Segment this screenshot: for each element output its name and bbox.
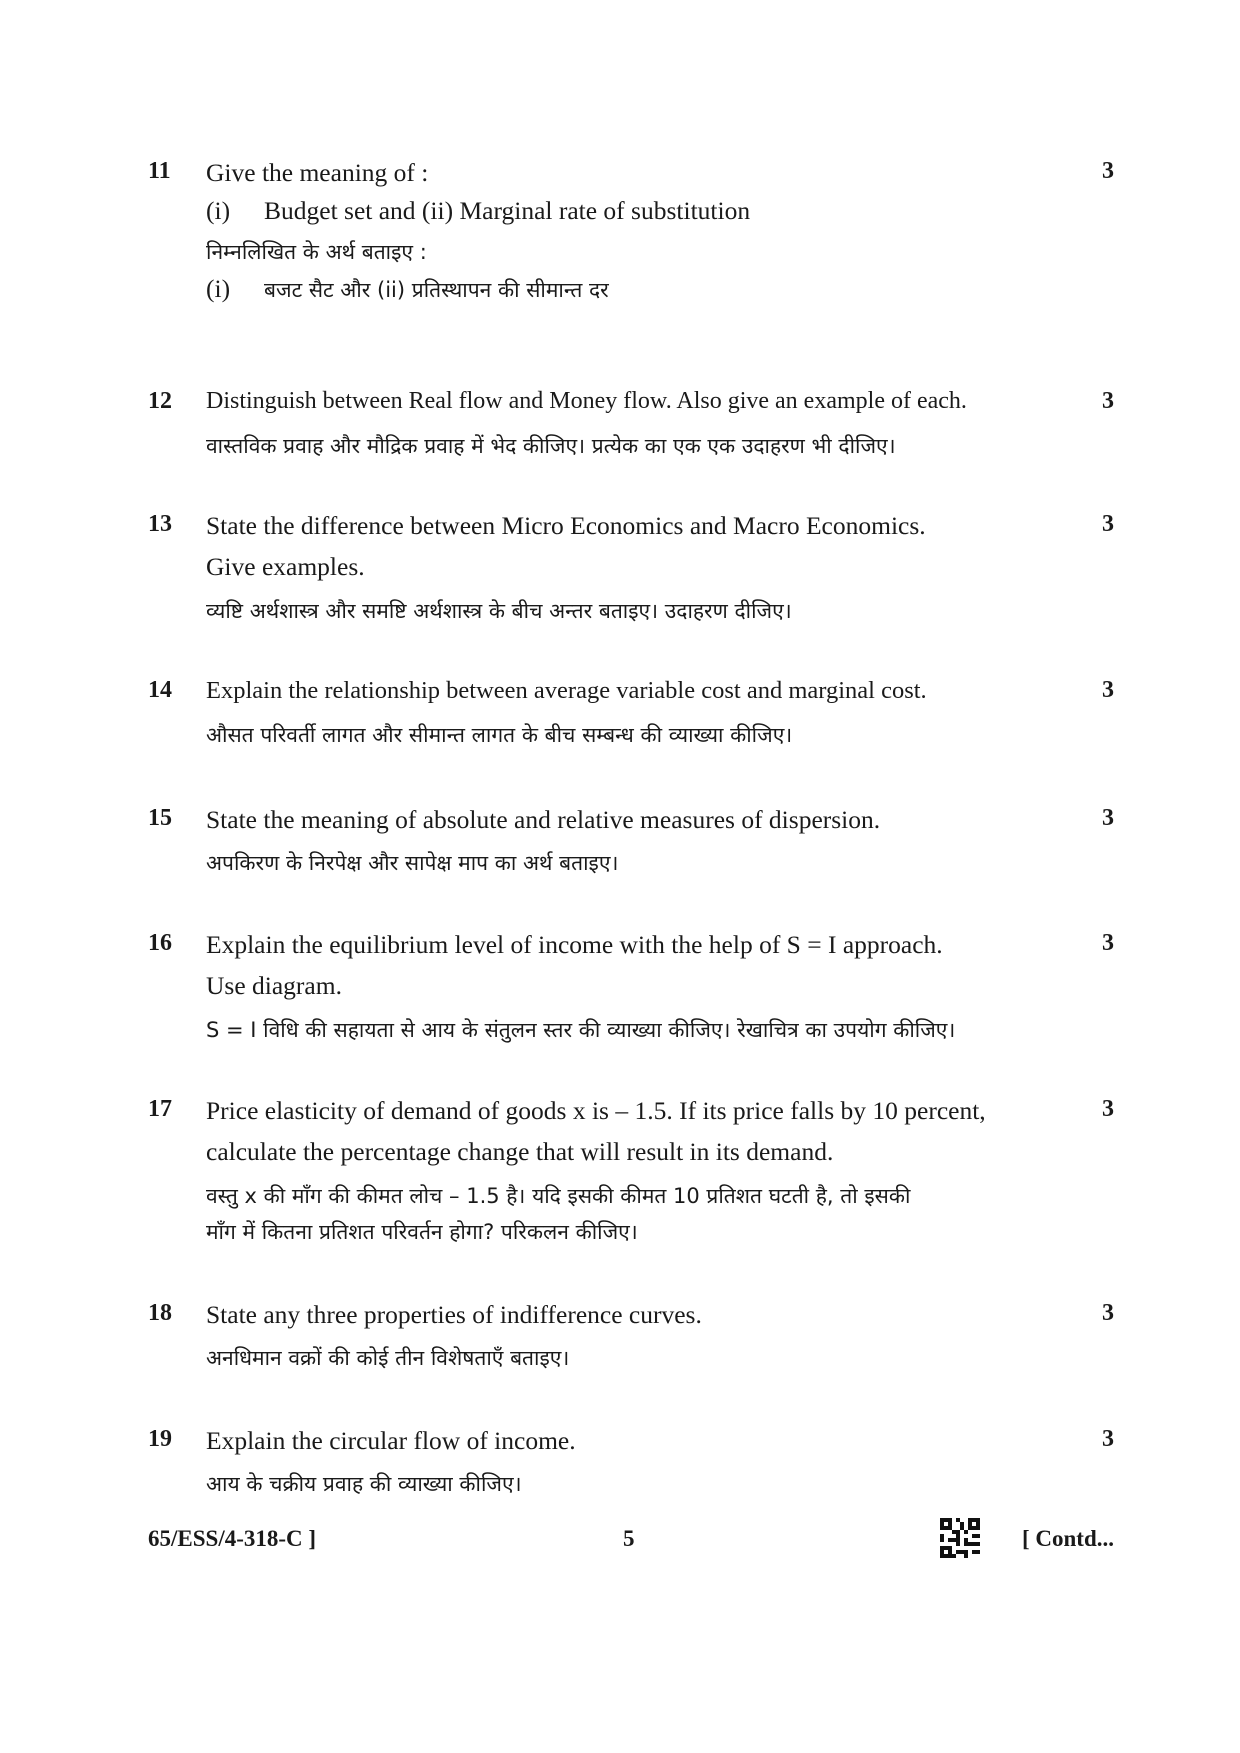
question-text-en: State the difference between Micro Economics and Macro Economics. [206, 511, 926, 540]
question-text-en: State any three properties of indifference curves. [206, 1300, 702, 1329]
subpart-text: Budget set and (ii) Marginal rate of substitution [264, 196, 751, 225]
question-marks: 3 [1102, 158, 1114, 184]
question-marks: 3 [1102, 805, 1114, 831]
question-marks: 3 [1102, 677, 1114, 703]
question-text-hi: औसत परिवर्ती लागत और सीमान्त लागत के बीच सम्बन्ध की व्याख्या कीजिए। [206, 723, 793, 747]
question-text-en: calculate the percentage change that will result in its demand. [206, 1137, 834, 1166]
question-marks: 3 [1102, 511, 1114, 537]
question-number: 15 [148, 805, 172, 831]
question-text-hi: वस्तु x की माँग की कीमत लोच – 1.5 है। यदि इसकी कीमत 10 प्रतिशत घटती है, तो इसकी [206, 1184, 911, 1208]
question-number: 14 [148, 677, 172, 703]
question-number: 18 [148, 1300, 172, 1326]
question-text-hi: अनधिमान वक्रों की कोई तीन विशेषताएँ बताइए। [206, 1346, 570, 1370]
question-text-en: Use diagram. [206, 971, 342, 1000]
subpart-tag: (i) [206, 196, 231, 225]
question-subpart-en [206, 196, 750, 226]
question-marks: 3 [1102, 1096, 1114, 1122]
question-text-hi: आय के चक्रीय प्रवाह की व्याख्या कीजिए। [206, 1472, 522, 1496]
question-text-en: Price elasticity of demand of goods x is – 1.5. If its price falls by 10 percent, [206, 1096, 986, 1125]
question-text-en: Give the meaning of : [206, 158, 429, 187]
question-number: 12 [148, 388, 172, 414]
question-text-hi: निम्नलिखित के अर्थ बताइए : [206, 240, 427, 264]
question-number: 11 [148, 158, 171, 184]
paper-code: 65/ESS/4-318-C ] [148, 1526, 317, 1551]
question-number: 13 [148, 511, 172, 537]
question-marks: 3 [1102, 1300, 1114, 1326]
question-text-hi: व्यष्टि अर्थशास्त्र और समष्टि अर्थशास्त्र के बीच अन्तर बताइए। उदाहरण दीजिए। [206, 599, 792, 623]
question-text-hi: माँग में कितना प्रतिशत परिवर्तन होगा? परिकलन कीजिए। [206, 1220, 638, 1244]
question-number: 16 [148, 930, 172, 956]
page-footer [0, 1526, 1240, 1566]
question-text-hi: S = I विधि की सहायता से आय के संतुलन स्तर की व्याख्या कीजिए। रेखाचित्र का उपयोग कीजिए। [206, 1018, 956, 1042]
continued-label: [ Contd... [1022, 1526, 1115, 1551]
question-marks: 3 [1102, 388, 1114, 414]
question-text-en: Distinguish between Real flow and Money flow. Also give an example of each. [206, 388, 967, 414]
question-subpart-hi [206, 274, 609, 304]
question-marks: 3 [1102, 930, 1114, 956]
question-text-hi: अपकिरण के निरपेक्ष और सापेक्ष माप का अर्थ बताइए। [206, 851, 619, 875]
question-text-en: Explain the relationship between average variable cost and marginal cost. [206, 677, 927, 704]
question-text-hi: वास्तविक प्रवाह और मौद्रिक प्रवाह में भेद कीजिए। प्रत्येक का एक एक उदाहरण भी दीजिए। [206, 434, 896, 458]
question-text-en: Give examples. [206, 552, 365, 581]
qr-code-icon [940, 1518, 980, 1558]
question-number: 19 [148, 1426, 172, 1452]
question-number: 17 [148, 1096, 172, 1122]
subpart-text: बजट सैट और (ii) प्रतिस्थापन की सीमान्त दर [264, 278, 609, 302]
question-marks: 3 [1102, 1426, 1114, 1452]
question-text-en: Explain the equilibrium level of income with the help of S = I approach. [206, 930, 943, 959]
subpart-tag: (i) [206, 274, 231, 303]
question-text-en: State the meaning of absolute and relative measures of dispersion. [206, 805, 881, 834]
page-number: 5 [623, 1526, 635, 1551]
question-text-en: Explain the circular flow of income. [206, 1426, 576, 1455]
